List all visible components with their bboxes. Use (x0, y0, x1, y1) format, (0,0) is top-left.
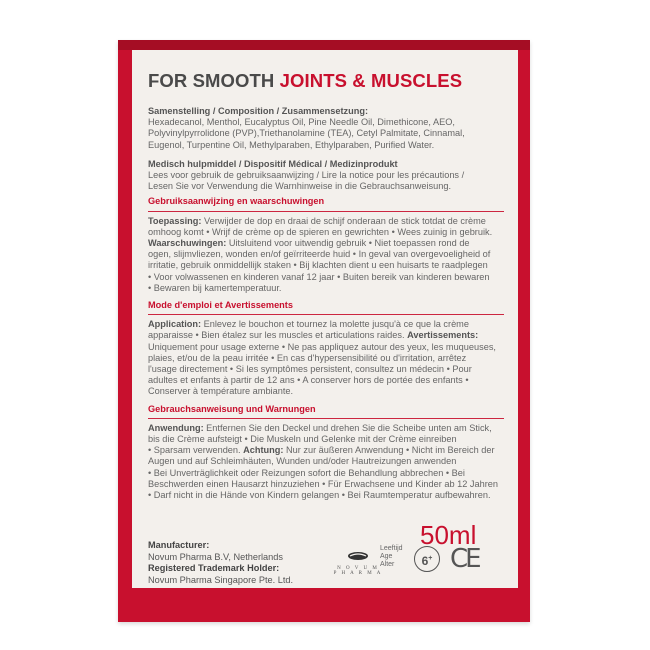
fr-line: adultes et enfants à partir de 12 ans • A conserver hors de portée des enfants • (148, 375, 469, 386)
box-top-edge (118, 40, 530, 50)
manufacturer-name: Novum Pharma B.V, Netherlands (148, 551, 283, 562)
fr-line: Conserver à température ambiante. (148, 386, 294, 397)
de-line: Anwendung: Entfernen Sie den Deckel und drehen Sie die Scheibe unten am Stick, (148, 422, 492, 433)
nl-line: Toepassing: Verwijder de dop en draai de schijf onderaan de stick totdat de crème (148, 215, 486, 226)
nl-line: Waarschuwingen: Uitsluitend voor uitwendig gebruik • Niet toepassen rond de (148, 238, 470, 249)
fr-line: plaies, et/ou de la peau irritée • En cas d'hypersensibilité ou d'irritation, arrêtez (148, 352, 467, 363)
de-title: Gebrauchsanweisung und Warnungen (148, 403, 316, 414)
nl-line: omhoog komt • Wrijf de crème op de spieren en gewrichten • Wees zuinig in gebruik. (148, 226, 493, 237)
de-line: Augen und auf Schleimhäuten, Wunden und/oder Hautreizungen anwenden (148, 456, 457, 467)
composition-line: Eugenol, Turpentine Oil, Methylparaben, Ethylparaben, Purified Water. (148, 139, 435, 150)
headline-part1: FOR SMOOTH (148, 70, 280, 91)
composition-line: Polyvinylpyrrolidone (PVP),Triethanolamine (TEA), Cetyl Palmitate, Cinnamal, (148, 128, 465, 139)
ce-mark-icon: CE (450, 544, 479, 574)
logo-line2: P H A R M A (333, 571, 383, 576)
medical-line: Lesen Sie vor Verwendung die Warnhinweise in die Gebrauchsanweisung. (148, 181, 452, 192)
de-line: Beschwerden einen Hausarzt hinzuziehen • Für Erwachsene und Kinder ab 12 Jahren (148, 478, 498, 489)
fr-divider (148, 314, 504, 315)
nl-line: ogen, slijmvliezen, wonden en/of geïrriteerde huid • In geval van overgevoeligheid of (148, 249, 491, 260)
fr-title: Mode d'emploi et Avertissements (148, 300, 293, 311)
fr-line: l'usage directement • Si les symptômes persistent, consultez un médecin • Pour (148, 364, 472, 375)
fr-line: Uniquement pour usage externe • Ne pas appliquez autour des yeux, les muqueuses, (148, 341, 496, 352)
headline (148, 70, 504, 92)
holder-label: Registered Trademark Holder: (148, 563, 280, 573)
novum-logo (328, 548, 388, 576)
volume-label: 50ml (420, 520, 477, 550)
holder-name: Novum Pharma Singapore Pte. Ltd. (148, 574, 294, 585)
de-line: • Sparsam verwenden. Achtung: Nur zur äußeren Anwendung • Nicht im Bereich der (148, 445, 495, 456)
label-panel (132, 50, 518, 588)
headline-part2: JOINTS & MUSCLES (279, 70, 463, 91)
nl-line: • Bewaren bij kamertemperatuur. (148, 282, 282, 293)
de-line: • Darf nicht in die Hände von Kindern gelangen • Bei Raumtemperatur aufbewahren. (148, 490, 491, 501)
fr-line: apparaisse • Bien étalez sur les muscles et articulations raides. Avertissements: (148, 330, 479, 341)
nl-line: • Voor volwassenen en kinderen vanaf 12 jaar • Buiten bereik van kinderen bewaren (148, 271, 490, 282)
de-line: • Bei Unverträglichkeit oder Reizungen sofort die Behandlung abbrechen • Bei (148, 467, 465, 478)
nl-divider (148, 211, 504, 212)
age-badge: 6+ (414, 546, 440, 572)
nl-title: Gebruiksaanwijzing en waarschuwingen (148, 196, 325, 207)
composition-title: Samenstelling / Composition / Zusammensetzung: (148, 106, 369, 116)
fr-line: Application: Enlevez le bouchon et tournez la molette jusqu'à ce que la crème (148, 319, 469, 330)
de-divider (148, 418, 504, 419)
medical-line: Lees voor gebruik de gebruiksaanwijzing / Lire la notice pour les précautions / (148, 170, 465, 181)
logo-mark-icon (347, 551, 369, 561)
composition-line: Hexadecanol, Menthol, Eucalyptus Oil, Pine Needle Oil, Dimethicone, AEO, (148, 117, 455, 128)
logo-line1: N O V U M (337, 566, 379, 571)
medical-title: Medisch hulpmiddel / Dispositif Médical / Medizinprodukt (148, 158, 398, 169)
age-labels: Leeftijd Age Alter (380, 545, 403, 568)
de-line: bis die Crème aufsteigt • Die Muskeln und Gelenke mit der Crème einreiben (148, 434, 457, 445)
nl-line: irritatie, gebruik onmiddellijk staken • Bij klachten dient u een huisarts te raadplegen (148, 260, 488, 271)
manufacturer-label: Manufacturer: (148, 540, 210, 550)
